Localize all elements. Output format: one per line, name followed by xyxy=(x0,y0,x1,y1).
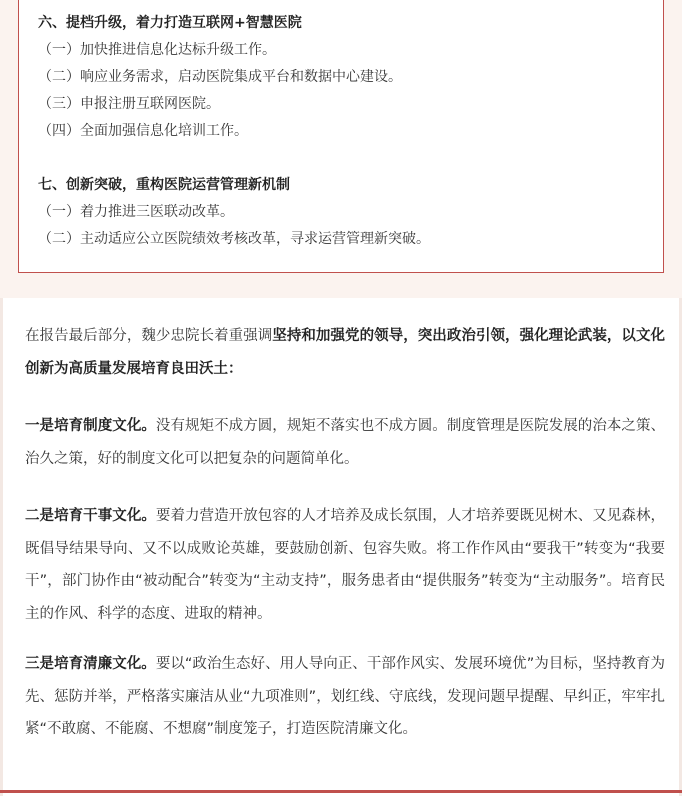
paragraph-institutional-culture xyxy=(25,410,665,475)
section-7-title: 七、创新突破，重构医院运营管理新机制 xyxy=(38,177,290,193)
para2-heading: 二是培育干事文化。 xyxy=(25,508,156,524)
para1-text: 没有规矩不成方圆，规矩不落实也不成方圆。制度管理是医院发展的治本之策、治久之策，好的制度文化可以把复杂的问题简单化。 xyxy=(25,418,666,467)
para3-heading: 三是培育清廉文化。 xyxy=(25,656,156,672)
intro-bold-text: 坚持和加强党的领导，突出政治引领，强化理论武装，以文化创新为高质量发展培育良田沃土： xyxy=(25,328,666,377)
section-6-item-2: （二）响应业务需求，启动医院集成平台和数据中心建设。 xyxy=(38,69,402,85)
outline-content xyxy=(38,10,648,253)
intro-paragraph xyxy=(25,320,665,385)
para2-text: 要着力营造开放包容的人才培养及成长氛围，人才培养要既见树木、又见森林，既倡导结果导向、又不以成败论英雄，要鼓励创新、包容失败。将工作作风由“要我干”转变为“我要干”，部门协作由“被动配合”转变为“主动支持”，服务患者由“提供服务”转变为“主动服务”。培育民主的作风、科学的态度、进取的精神。 xyxy=(25,508,666,622)
bottom-divider xyxy=(0,790,682,793)
section-6-item-1: （一）加快推进信息化达标升级工作。 xyxy=(38,42,276,58)
section-7-item-2: （二）主动适应公立医院绩效考核改革，寻求运营管理新突破。 xyxy=(38,231,430,247)
para3-text: 要以“政治生态好、用人导向正、干部作风实、发展环境优”为目标，坚持教育为先、惩防并举，严格落实廉洁从业“九项准则”，划红线、守底线，发现问题早提醒、早纠正，牢牢扎紧“不敢腐、不能腐、不想腐”制度笼子，打造医院清廉文化。 xyxy=(25,656,666,737)
para1-heading: 一是培育制度文化。 xyxy=(25,418,156,434)
section-7-item-1: （一）着力推进三医联动改革。 xyxy=(38,204,234,220)
paragraph-work-culture xyxy=(25,500,665,630)
intro-plain-text: 在报告最后部分，魏少忠院长着重强调 xyxy=(25,328,273,344)
article-body xyxy=(0,298,682,796)
section-6-item-4: （四）全面加强信息化培训工作。 xyxy=(38,123,248,139)
section-6-item-3: （三）申报注册互联网医院。 xyxy=(38,96,220,112)
section-gap xyxy=(38,145,648,172)
paragraph-integrity-culture xyxy=(25,648,665,746)
section-6-title: 六、提档升级，着力打造互联网+智慧医院 xyxy=(38,15,302,31)
